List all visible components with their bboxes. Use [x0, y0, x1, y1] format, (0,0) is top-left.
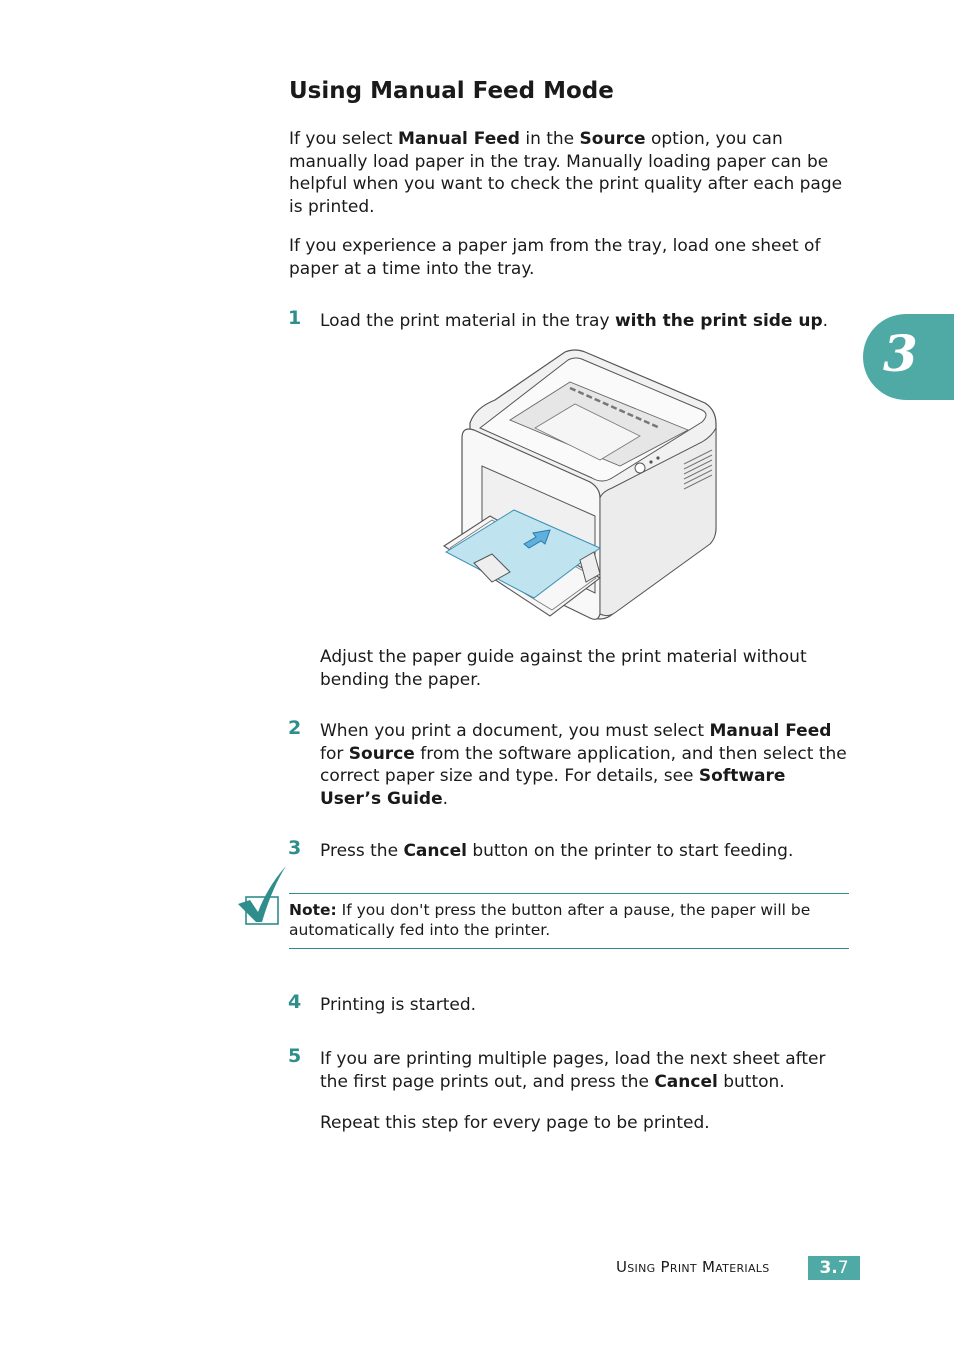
step-text-5: If you are printing multiple pages, load the next sheet after the first page prints out, and press the Cancel button. [320, 1049, 826, 1092]
printer-illustration [440, 348, 725, 623]
note-box [289, 893, 849, 949]
step-1-note: Adjust the paper guide against the print material without bending the paper. [320, 647, 807, 690]
step-number-4: 4 [288, 991, 302, 1013]
step-text-4: Printing is started. [320, 995, 477, 1015]
checkmark-note-icon [236, 864, 288, 926]
note-text: Note: If you don't press the button after a pause, the paper will be automatically fed into the printer. [289, 901, 811, 939]
step-number-1: 1 [288, 307, 302, 329]
step-text-1: Load the print material in the tray with the print side up. [320, 311, 829, 331]
step-number-2: 2 [288, 717, 302, 739]
chapter-tab-number: 3 [883, 324, 918, 383]
step-number-3: 3 [288, 837, 302, 859]
intro-paragraph-2: If you experience a paper jam from the tray, load one sheet of paper at a time into the tray. [289, 236, 821, 279]
step-text-3: Press the Cancel button on the printer to start feeding. [320, 841, 794, 861]
step-number-5: 5 [288, 1045, 302, 1067]
page-title: Using Manual Feed Mode [289, 78, 614, 104]
page-number: 3.7 [808, 1256, 860, 1280]
step-5-note: Repeat this step for every page to be printed. [320, 1113, 710, 1133]
footer-section-title: Using Print Materials [616, 1258, 770, 1276]
intro-paragraph-1: If you select Manual Feed in the Source option, you can manually load paper in the tray. Manually loading paper can be helpful when you want to check the print quality after each page is printed. [289, 129, 843, 217]
chapter-tab [863, 314, 954, 400]
step-text-2: When you print a document, you must select Manual Feed for Source from the software application, and then select the correct paper size and type. For details, see Software User’s Guide. [320, 721, 847, 809]
